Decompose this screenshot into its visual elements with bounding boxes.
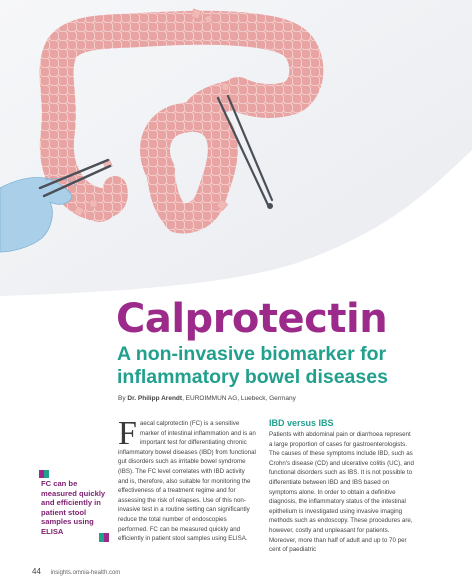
article-column-2	[269, 419, 414, 555]
page-footer	[32, 567, 120, 576]
section-heading: IBD versus IBS	[269, 418, 334, 428]
article-title: Calprotectin	[116, 296, 388, 342]
page-number: 44	[32, 567, 41, 576]
pull-quote-text: FC can be measured quickly and efficiently in patient stool samples using ELISA	[41, 479, 106, 536]
article-subtitle: A non-invasive biomarker for inflammatory bowel diseases	[117, 343, 388, 388]
byline-author: Dr. Philipp Arendt	[127, 395, 183, 402]
footer-site-link[interactable]: insights.omnia-health.com	[50, 570, 121, 576]
accent-bar	[44, 470, 49, 478]
byline	[118, 395, 296, 402]
accent-bar	[104, 533, 109, 542]
byline-affiliation: , EUROIMMUN AG, Luebeck, Germany	[182, 395, 296, 402]
drop-cap: F	[118, 415, 137, 452]
byline-prefix: By	[118, 395, 126, 402]
article-column-1	[118, 415, 256, 544]
intro-paragraph: aecal calprotectin (FC) is a sensitive marker of intestinal inflammation and is an important test for differentiating chronic inflammatory bowel diseases (IBD) from functional gut disorders such as irritable bowel syndrome (IBS). The FC level correlates with IBD activity and is, therefore, also suitable for monitoring the effectiveness of a treatment regime and for assessing the risk of relapses. Use of this non-invasive test in a routine setting can significantly reduce the total number of endoscopies performed. FC can be measured quickly and efficiently in patient stool samples using ELISA.	[118, 420, 256, 543]
section-paragraph: Patients with abdominal pain or diarrhoea represent a large proportion of cases for gastroenterologists. The causes of these symptoms include IBD, such as Crohn's disease (CD) and ulcerative colitis (UC), and functional disorders such as IBS. It is not possible to differentiate between IBD and IBS based on symptoms alone. In order to obtain a definitive diagnosis, the inflammatory status of the intestinal epithelium is investigated using invasive imaging methods such as endoscopy. These procedures are, however, costly and unpleasant for patients. Moreover, more than half of adult and up to 70 per cent of paediatric	[269, 431, 414, 554]
